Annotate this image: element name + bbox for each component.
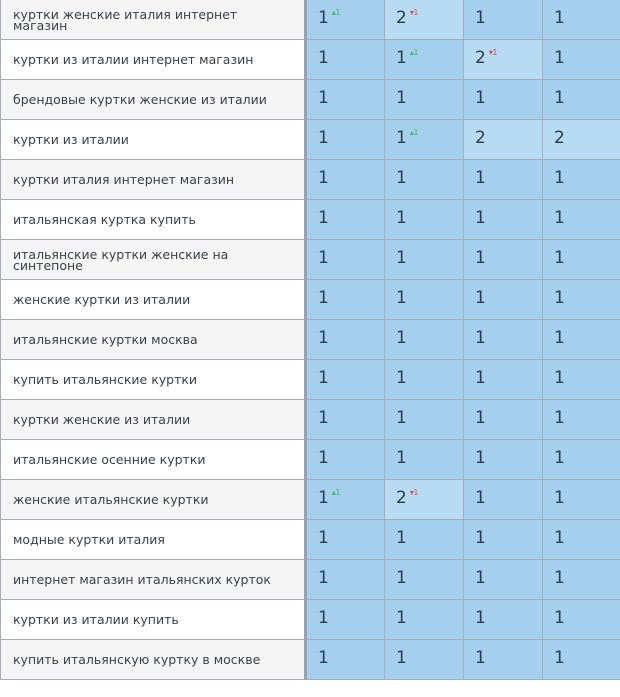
position-value: 1 (475, 328, 486, 348)
position-cell (306, 120, 385, 160)
position-value: 1 (475, 288, 486, 308)
position-cell (543, 520, 620, 560)
position-value: 1 (396, 448, 407, 468)
position-cell (306, 160, 385, 200)
keyword-cell: куртки италия интернет магазин (1, 160, 306, 200)
position-cell (385, 320, 464, 360)
position-cell (543, 360, 620, 400)
position-value: 1 (318, 88, 329, 108)
position-cell (385, 240, 464, 280)
position-cell (385, 600, 464, 640)
position-cell (543, 280, 620, 320)
position-cell (385, 200, 464, 240)
position-cell (306, 440, 385, 480)
position-value: 1 (318, 608, 329, 628)
position-cell (306, 600, 385, 640)
keyword-cell: куртки из италии интернет магазин (1, 40, 306, 80)
position-value: 1 (396, 368, 407, 388)
delta-down-indicator (489, 48, 497, 57)
position-value: 1 (318, 48, 329, 68)
position-cell (385, 560, 464, 600)
position-value: 1 (554, 648, 565, 668)
position-value: 1 (554, 488, 565, 508)
position-cell (385, 280, 464, 320)
table-row (1, 280, 620, 320)
rank-table-body (1, 0, 620, 680)
position-cell (464, 240, 543, 280)
position-value: 2 (396, 488, 407, 508)
keyword-cell: купить итальянские куртки (1, 360, 306, 400)
position-cell (385, 120, 464, 160)
delta-up-indicator (410, 128, 418, 137)
delta-up-indicator (410, 48, 418, 57)
delta-down-indicator (410, 8, 418, 17)
keyword-cell: куртки из италии купить (1, 600, 306, 640)
position-value: 1 (554, 48, 565, 68)
position-cell (543, 120, 620, 160)
position-cell (306, 520, 385, 560)
position-value: 1 (475, 528, 486, 548)
position-value: 1 (475, 88, 486, 108)
position-cell (385, 160, 464, 200)
position-cell (543, 40, 620, 80)
position-cell (543, 240, 620, 280)
table-row (1, 520, 620, 560)
position-cell (464, 520, 543, 560)
table-row (1, 440, 620, 480)
position-value: 1 (475, 408, 486, 428)
position-value: 1 (318, 488, 329, 508)
delta-up-indicator (332, 488, 340, 497)
position-value: 1 (318, 288, 329, 308)
position-value: 1 (318, 568, 329, 588)
table-row (1, 640, 620, 680)
position-value: 1 (318, 328, 329, 348)
arrow-down-icon: ▾ (409, 8, 414, 17)
position-cell (543, 600, 620, 640)
position-value: 1 (554, 368, 565, 388)
position-value: 1 (396, 288, 407, 308)
position-cell (464, 80, 543, 120)
position-value: 1 (318, 208, 329, 228)
keyword-cell: модные куртки италия (1, 520, 306, 560)
table-row (1, 320, 620, 360)
position-value: 1 (396, 328, 407, 348)
position-value: 1 (554, 208, 565, 228)
position-cell (306, 320, 385, 360)
position-value: 1 (475, 608, 486, 628)
position-value: 1 (554, 608, 565, 628)
delta-value: 1 (335, 488, 340, 497)
position-value: 1 (396, 88, 407, 108)
position-value: 1 (318, 648, 329, 668)
position-cell (306, 200, 385, 240)
position-value: 1 (318, 528, 329, 548)
position-cell (464, 360, 543, 400)
position-cell (306, 40, 385, 80)
delta-down-indicator (410, 488, 418, 497)
keyword-cell: куртки из италии (1, 120, 306, 160)
keyword-cell: итальянская куртка купить (1, 200, 306, 240)
position-cell (464, 120, 543, 160)
table-row (1, 240, 620, 280)
position-cell (385, 400, 464, 440)
position-cell (385, 480, 464, 520)
keyword-cell: итальянские куртки женские на синтепоне (1, 240, 306, 280)
position-cell (306, 280, 385, 320)
position-value: 2 (475, 48, 486, 68)
position-cell (385, 440, 464, 480)
arrow-up-icon: ▴ (409, 128, 414, 137)
table-row (1, 600, 620, 640)
position-cell (306, 0, 385, 40)
position-value: 1 (554, 528, 565, 548)
keyword-cell: интернет магазин итальянских курток (1, 560, 306, 600)
position-cell (464, 280, 543, 320)
position-value: 1 (475, 248, 486, 268)
keyword-cell: купить итальянскую куртку в москве (1, 640, 306, 680)
position-cell (464, 200, 543, 240)
position-cell (306, 80, 385, 120)
position-value: 1 (475, 448, 486, 468)
position-value: 1 (554, 288, 565, 308)
position-cell (464, 320, 543, 360)
position-cell (385, 640, 464, 680)
position-cell (306, 640, 385, 680)
position-cell (306, 240, 385, 280)
position-value: 1 (396, 128, 407, 148)
delta-value: 1 (413, 128, 418, 137)
position-value: 1 (475, 648, 486, 668)
position-cell (464, 600, 543, 640)
table-row (1, 0, 620, 40)
table-row (1, 160, 620, 200)
position-cell (306, 400, 385, 440)
position-value: 1 (554, 328, 565, 348)
position-value: 1 (554, 168, 565, 188)
keyword-cell: куртки женские из италии (1, 400, 306, 440)
position-value: 1 (475, 8, 486, 28)
position-value: 1 (554, 408, 565, 428)
table-row (1, 480, 620, 520)
position-cell (464, 560, 543, 600)
table-row (1, 560, 620, 600)
position-value: 1 (475, 568, 486, 588)
position-cell (543, 400, 620, 440)
keyword-cell: брендовые куртки женские из италии (1, 80, 306, 120)
position-value: 1 (318, 448, 329, 468)
position-value: 1 (396, 528, 407, 548)
position-cell (464, 40, 543, 80)
position-cell (385, 360, 464, 400)
position-cell (306, 480, 385, 520)
table-row (1, 200, 620, 240)
position-value: 1 (396, 648, 407, 668)
position-value: 1 (396, 48, 407, 68)
delta-value: 1 (492, 48, 497, 57)
position-cell (543, 0, 620, 40)
position-value: 2 (396, 8, 407, 28)
position-cell (385, 0, 464, 40)
position-value: 1 (475, 368, 486, 388)
position-cell (464, 640, 543, 680)
delta-value: 1 (335, 8, 340, 17)
position-value: 1 (318, 128, 329, 148)
position-value: 1 (318, 168, 329, 188)
position-cell (385, 40, 464, 80)
keyword-cell: женские итальянские куртки (1, 480, 306, 520)
position-cell (543, 200, 620, 240)
position-cell (543, 480, 620, 520)
position-value: 1 (396, 608, 407, 628)
position-cell (306, 560, 385, 600)
arrow-up-icon: ▴ (331, 488, 336, 497)
arrow-up-icon: ▴ (331, 8, 336, 17)
position-value: 1 (554, 448, 565, 468)
delta-up-indicator (332, 8, 340, 17)
position-value: 2 (475, 128, 486, 148)
position-cell (543, 640, 620, 680)
arrow-up-icon: ▴ (409, 48, 414, 57)
position-value: 1 (554, 568, 565, 588)
position-value: 1 (554, 8, 565, 28)
position-cell (464, 0, 543, 40)
keyword-cell: женские куртки из италии (1, 280, 306, 320)
position-cell (464, 160, 543, 200)
position-value: 1 (475, 168, 486, 188)
position-cell (385, 520, 464, 560)
arrow-down-icon: ▾ (488, 48, 493, 57)
position-value: 1 (554, 248, 565, 268)
position-value: 1 (396, 248, 407, 268)
keyword-cell: итальянские куртки москва (1, 320, 306, 360)
position-cell (543, 320, 620, 360)
position-cell (464, 400, 543, 440)
position-value: 1 (396, 208, 407, 228)
position-cell (543, 440, 620, 480)
position-value: 1 (396, 168, 407, 188)
delta-value: 1 (413, 8, 418, 17)
position-value: 1 (475, 488, 486, 508)
table-row (1, 40, 620, 80)
position-cell (543, 80, 620, 120)
position-cell (543, 160, 620, 200)
keyword-cell: итальянские осенние куртки (1, 440, 306, 480)
table-row (1, 120, 620, 160)
position-cell (543, 560, 620, 600)
position-value: 1 (318, 248, 329, 268)
position-cell (385, 80, 464, 120)
position-value: 1 (475, 208, 486, 228)
position-cell (464, 480, 543, 520)
delta-value: 1 (413, 48, 418, 57)
table-row (1, 80, 620, 120)
position-cell (306, 360, 385, 400)
position-value: 1 (396, 408, 407, 428)
keyword-cell: куртки женские италия интернет магазин (1, 0, 306, 40)
position-value: 1 (318, 8, 329, 28)
delta-value: 1 (413, 488, 418, 497)
position-cell (464, 440, 543, 480)
position-value: 1 (396, 568, 407, 588)
position-value: 2 (554, 128, 565, 148)
table-row (1, 360, 620, 400)
position-value: 1 (554, 88, 565, 108)
arrow-down-icon: ▾ (409, 488, 414, 497)
table-row (1, 400, 620, 440)
position-value: 1 (318, 368, 329, 388)
position-value: 1 (318, 408, 329, 428)
